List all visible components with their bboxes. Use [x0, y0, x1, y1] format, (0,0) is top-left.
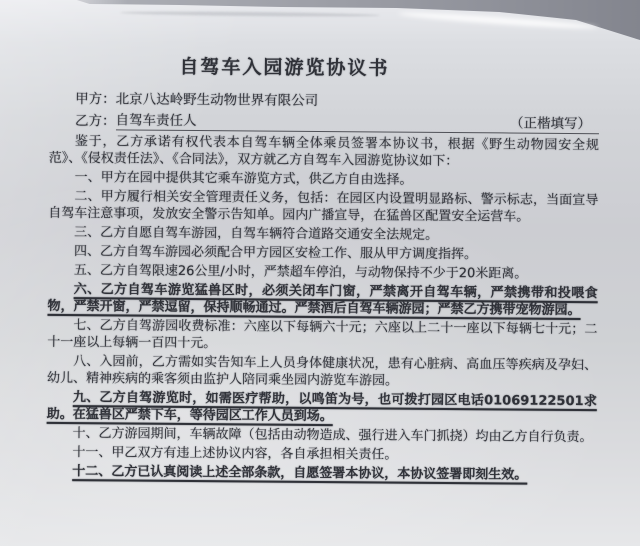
- clause-text: 十一、甲乙双方有违上述协议内容，各自承担相关责任。: [72, 445, 398, 463]
- party-b-line: [75, 111, 599, 134]
- clause-text: 八、入园前，乙方需如实告知车上人员身体健康状况，患有心脏病、高血压等疾病及孕妇、幼儿、精神疾病的乘客须由监护人陪同乘坐园内游览车游园。: [46, 354, 598, 389]
- clause-item: [46, 444, 596, 465]
- party-b-note: （正楷填写）: [502, 114, 599, 134]
- party-b-value: 自驾车责任人: [115, 112, 197, 130]
- clause-text: 九、乙方自驾游览时，如需医疗帮助，以鸣笛为号，也可拨打园区电话01069122501求助。在猛兽区严禁下车，等待园区工作人员到场。: [46, 390, 597, 425]
- party-a-label: 甲方：: [75, 91, 116, 108]
- clause-text: 七、乙方自驾游园收费标准：六座以下每辆六十元；六座以上二十一座以下每辆七十元；二十一座以上每辆一百四十元。: [47, 318, 598, 352]
- clause-item: [48, 188, 598, 226]
- preamble: 鉴于，乙方承诺有权代表本自驾车辆全体乘员签署本协议书，根据《野生动物园安全规范》、《侵权责任法》、《合同法》，双方就乙方自驾车入园游览协议如下：: [48, 134, 599, 170]
- clause-text: 四、乙方自驾车游园必须配合甲方园区安检工作、服从甲方调度指挥。: [73, 244, 478, 263]
- clause-item: [48, 243, 598, 264]
- party-a-value: 北京八达岭野生动物世界有限公司: [115, 91, 319, 109]
- clause-text: 六、乙方自驾车游览猛兽区时，必须关闭车门窗，严禁离开自驾车辆，严禁携带和投喂食物，严禁开窗，严禁逗留，保持顺畅通过。严禁酒后自驾车辆游园；严禁乙方携带宠物游园。: [47, 282, 598, 319]
- clause-item: [47, 389, 597, 427]
- clause-text: 五、乙方自驾限速26公里/小时，严禁超车停泊，与动物保持不少于20米距离。: [73, 263, 528, 282]
- clause-item: [47, 317, 597, 355]
- clause-text: 十二、乙方已认真阅读上述全部条款，自愿签署本协议，本协议签署即刻生效。: [72, 464, 528, 483]
- clause-text: 一、甲方在园中提供其它乘车游览方式，供乙方自由选择。: [74, 170, 413, 188]
- clauses-list: [46, 169, 598, 484]
- party-b-blank-line: [196, 130, 501, 133]
- party-a-line: [75, 90, 599, 112]
- clause-item: [47, 353, 597, 391]
- clause-item: [46, 463, 596, 484]
- clause-text: 三、乙方自愿自驾车游园，自驾车辆符合道路交通安全法规定。: [74, 225, 439, 243]
- clause-text: 十、乙方游园期间，车辆故障（包括由动物造成、强行进入车门抓挠）均由乙方自行负责。: [72, 426, 593, 446]
- clause-item: [48, 262, 598, 283]
- party-b-label: 乙方：: [74, 113, 116, 130]
- clause-item: [48, 224, 598, 245]
- document-title: 自驾车入园游览协议书: [179, 55, 390, 80]
- clause-item: [48, 281, 598, 319]
- clause-item: [47, 425, 597, 446]
- clause-item: [49, 169, 599, 190]
- clause-text: 二、甲方履行相关安全管理责任义务，包括：在园区内设置明显路标、警示标志，当面宣导自驾车注意事项，发放安全警示告知单。园内广播宣导，在猛兽区配置安全运营车。: [48, 189, 599, 225]
